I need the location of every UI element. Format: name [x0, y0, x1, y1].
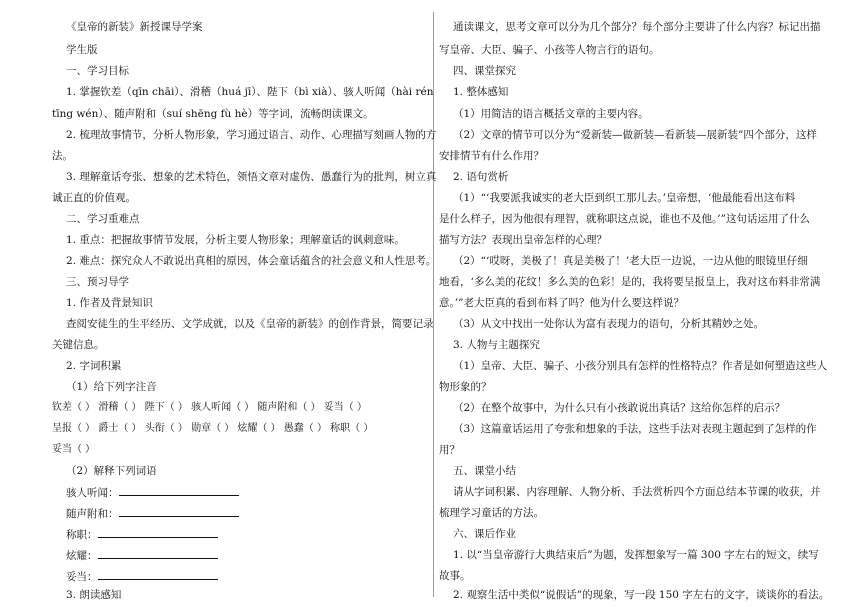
question: （1）皇帝、大臣、骗子、小孩分别具有怎样的性格特点？作者是如何塑造这些人	[453, 360, 828, 372]
goal-item: 2. 梳理故事情节，分析人物形象，学习通过语言、动作、心理描写刻画人物的方	[66, 129, 437, 141]
definition-row	[66, 569, 218, 584]
reading-instruction: 通读课文，思考文章可以分为几个部分？每个部分主要讲了什么内容？标记出描	[453, 21, 821, 33]
explore-item: 2. 语句赏析	[453, 171, 509, 183]
definition-row	[66, 548, 218, 563]
preview-desc: 查阅安徒生的生平经历、文学成就，以及《皇帝的新装》的创作背景，简要记录	[66, 318, 434, 330]
homework-item: 1. 以“当皇帝游行大典结束后”为题，发挥想象写一篇 300 字左右的短文，续写	[453, 549, 819, 561]
question: （1）“‘我要派我诚实的老大臣到织工那儿去。’皇帝想，‘他最能看出这布料	[453, 192, 796, 204]
question: （2）“‘哎呀，美极了！真是美极了！’老大臣一边说，一边从他的眼镜里仔细	[453, 255, 808, 267]
summary-desc-cont: 梳理学习童话的方法。	[439, 507, 544, 519]
goal-item-cont: tīng wén）、随声附和（suí shēng fù hè）等字词，流畅朗读课文。	[52, 108, 374, 120]
preview-desc-cont: 关键信息。	[52, 339, 105, 351]
pinyin-row: 钦差（ ） 滑稽（ ） 陛下（ ） 骇人听闻（ ） 随声附和（ ） 妥当（ ）	[52, 402, 367, 413]
answer-blank[interactable]	[98, 548, 218, 559]
question-cont: 意。’”老大臣真的看到布料了吗？他为什么要这样说？	[439, 297, 684, 309]
goal-item: 1. 掌握钦差（qīn chāi）、滑稽（huá jī）、陛下（bì xià）、骇人听闻（hài rén	[66, 86, 434, 98]
sub-question: （1）给下列字注音	[66, 381, 157, 393]
homework-item-cont: 故事。	[439, 570, 471, 582]
definition-row	[66, 527, 218, 542]
goal-item: 3. 理解童话夸张、想象的艺术特色，领悟文章对虚伪、愚蠢行为的批判，树立真	[66, 171, 437, 183]
question: （1）用简洁的语言概括文章的主要内容。	[453, 108, 649, 120]
definition-label: 炫耀：	[66, 550, 98, 562]
definition-row	[66, 506, 239, 521]
answer-blank[interactable]	[119, 485, 239, 496]
definition-label: 妥当：	[66, 571, 98, 583]
answer-blank[interactable]	[119, 506, 239, 517]
question-cont: 是什么样子，因为他很有理智，就称职这点说，谁也不及他。’”这句话运用了什么	[439, 213, 810, 225]
goal-item-cont: 诚正直的价值观。	[52, 192, 136, 204]
left-column	[52, 0, 437, 607]
question-cont: 用？	[439, 444, 460, 456]
document-title: 《皇帝的新装》新授课导学案	[66, 21, 203, 33]
explore-item: 1. 整体感知	[453, 86, 509, 98]
section-heading: 六、课后作业	[453, 528, 516, 540]
question-cont: 地看，‘多么美的花纹！多么美的色彩！是的，我将要呈报皇上，我对这布料非常满	[439, 276, 821, 288]
reading-instruction-cont: 写皇帝、大臣、骗子、小孩等人物言行的语句。	[439, 44, 660, 56]
preview-item: 3. 朗读感知	[66, 589, 122, 601]
difficult-point: 2. 难点：探究众人不敢说出真相的原因，体会童话蕴含的社会意义和人性思考。	[66, 255, 437, 267]
definition-row	[66, 485, 239, 500]
answer-blank[interactable]	[98, 527, 218, 538]
pinyin-row: 呈报（ ） 爵士（ ） 头衔（ ） 勋章（ ） 炫耀（ ） 愚蠢（ ） 称职（ ）	[52, 423, 374, 434]
question: （3）这篇童话运用了夸张和想象的手法，这些手法对表现主题起到了怎样的作	[453, 423, 817, 435]
question: （2）在整个故事中，为什么只有小孩敢说出真话？这给你怎样的启示？	[453, 402, 786, 414]
right-column	[439, 0, 830, 607]
definition-label: 随声附和：	[66, 508, 119, 520]
question-cont: 描写方法？表现出皇帝怎样的心理？	[439, 234, 607, 246]
definition-label: 骇人听闻：	[66, 487, 119, 499]
answer-blank[interactable]	[98, 569, 218, 580]
student-version-label: 学生版	[66, 44, 98, 56]
preview-item: 1. 作者及背景知识	[66, 297, 153, 309]
key-point: 1. 重点：把握故事情节发展，分析主要人物形象；理解童话的讽刺意味。	[66, 234, 405, 246]
question: （3）从文中找出一处你认为富有表现力的语句，分析其精妙之处。	[453, 318, 765, 330]
pinyin-row: 妥当（ ）	[52, 444, 96, 455]
section-heading: 三、预习导学	[66, 276, 129, 288]
question: （2）文章的情节可以分为“爱新装—做新装—看新装—展新装”四个部分，这样	[453, 129, 817, 141]
goal-item-cont: 法。	[52, 150, 73, 162]
section-heading: 五、课堂小结	[453, 465, 516, 477]
question-cont: 物形象的？	[439, 381, 492, 393]
section-heading: 四、课堂探究	[453, 65, 516, 77]
question-cont: 安排情节有什么作用？	[439, 150, 544, 162]
summary-desc: 请从字词积累、内容理解、人物分析、手法赏析四个方面总结本节课的收获，并	[453, 486, 821, 498]
preview-item: 2. 字词积累	[66, 360, 122, 372]
explore-item: 3. 人物与主题探究	[453, 339, 540, 351]
section-heading: 一、学习目标	[66, 65, 129, 77]
section-heading: 二、学习重难点	[66, 213, 140, 225]
definition-label: 称职：	[66, 529, 98, 541]
sub-question: （2）解释下列词语	[66, 465, 157, 477]
column-divider	[433, 12, 434, 597]
homework-item: 2. 观察生活中类似“说假话”的现象，写一段 150 字左右的文字，谈谈你的看法。	[453, 589, 830, 601]
